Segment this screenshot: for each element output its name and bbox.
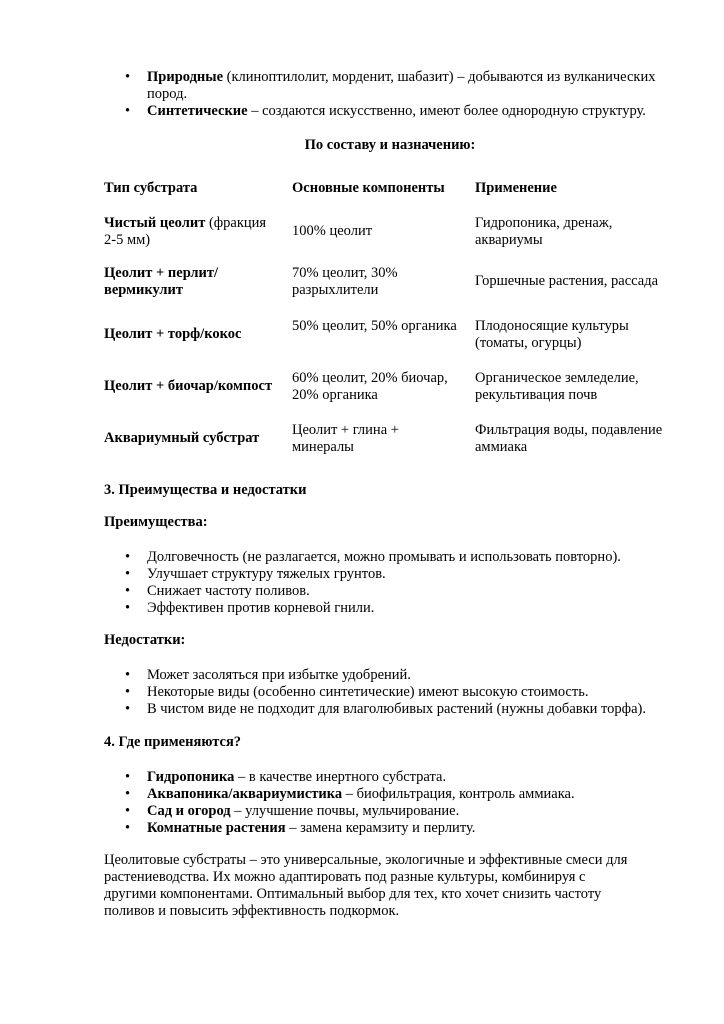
list-item (125, 566, 667, 583)
cell-use: Фильтрация воды, подавление аммиака (475, 422, 663, 455)
cell-substrate-type (104, 215, 274, 249)
type-name: Цеолит + торф/кокос (104, 326, 242, 342)
list-item (125, 701, 687, 718)
term: Сад и огород (147, 803, 231, 819)
table-header: Применение (475, 180, 557, 196)
pro-text: • Снижает частоту поливов. (147, 583, 310, 599)
cell-substrate-type (104, 430, 274, 447)
list-item (125, 549, 667, 566)
term: Аквапоника/аквариумистика (147, 786, 343, 802)
list-item (125, 786, 667, 803)
term: Комнатные растения (147, 820, 286, 836)
list-item (125, 103, 667, 120)
section-title: 3. Преимущества и недостатки (104, 482, 307, 498)
description: – создаются искусственно, имеют более однородную структуру. (247, 103, 646, 119)
cell-use: Гидропоника, дренаж, аквариумы (475, 215, 613, 248)
cell-use: Органическое земледелие, рекультивация почв (475, 370, 639, 403)
description: – замена керамзиту и перлиту. (285, 820, 476, 836)
cell-components: 50% цеолит, 50% органика (292, 318, 457, 334)
list-item (125, 803, 667, 820)
term: Синтетические (147, 103, 248, 119)
cell-substrate-type (104, 326, 274, 343)
type-name: Чистый цеолит (104, 215, 206, 231)
description: – биофильтрация, контроль аммиака. (342, 786, 575, 802)
pros-title: Преимущества: (104, 514, 208, 530)
con-text: • В чистом виде не подходит для влаголюбивых растений (нужны добавки торфа). (147, 701, 646, 717)
cell-substrate-type (104, 378, 274, 395)
table-header: Основные компоненты (292, 180, 445, 196)
description: (клиноптилолит, морденит, шабазит) – добываются из вулканических пород. (147, 69, 656, 102)
type-name: Аквариумный субстрат (104, 430, 260, 446)
pro-text: • Улучшает структуру тяжелых грунтов. (147, 566, 386, 582)
description: – в качестве инертного субстрата. (234, 769, 447, 785)
cell-components: 100% цеолит (292, 223, 373, 239)
table-header: Тип субстрата (104, 180, 198, 196)
cell-components: Цеолит + глина + минералы (292, 422, 399, 455)
list-item (125, 820, 667, 837)
list-item (125, 769, 667, 786)
cell-components: 70% цеолит, 30% разрыхлители (292, 265, 398, 298)
list-item (125, 600, 667, 617)
term: Природные (147, 69, 224, 85)
list-item (125, 667, 667, 684)
term: Гидропоника (147, 769, 235, 785)
cell-components: 60% цеолит, 20% биочар, 20% органика (292, 370, 448, 403)
type-note: (фракция 2-5 мм) (104, 215, 267, 248)
cell-use: Горшечные растения, рассада (475, 273, 659, 289)
con-text: • Некоторые виды (особенно синтетические) имеют высокую стоимость. (147, 684, 589, 700)
type-name: Цеолит + биочар/компост (104, 378, 273, 394)
cell-substrate-type (104, 265, 274, 299)
section-title: 4. Где применяются? (104, 734, 242, 750)
description: – улучшение почвы, мульчирование. (230, 803, 460, 819)
pro-text: • Эффективен против корневой гнили. (147, 600, 375, 616)
list-item (125, 684, 667, 701)
type-name: Цеолит + перлит/вермикулит (104, 265, 219, 298)
pro-text: • Долговечность (не разлагается, можно промывать и использовать повторно). (147, 549, 621, 565)
cell-use: Плодоносящие культуры (томаты, огурцы) (475, 318, 629, 351)
con-text: • Может засоляться при избытке удобрений. (147, 667, 411, 683)
conclusion-paragraph: Цеолитовые субстраты – это универсальные, экологичные и эффективные смеси для растениеводства. Их можно адаптировать под разные культуры, комбинируя с другими компонентами. Оптимальный выбор для тех, кто хочет снизить частоту поливов и повысить эффективность подкормок. (104, 852, 628, 919)
list-item (125, 69, 667, 103)
cons-title: Недостатки: (104, 632, 186, 648)
section-heading: По составу и назначению: (304, 137, 476, 153)
list-item (125, 583, 667, 600)
